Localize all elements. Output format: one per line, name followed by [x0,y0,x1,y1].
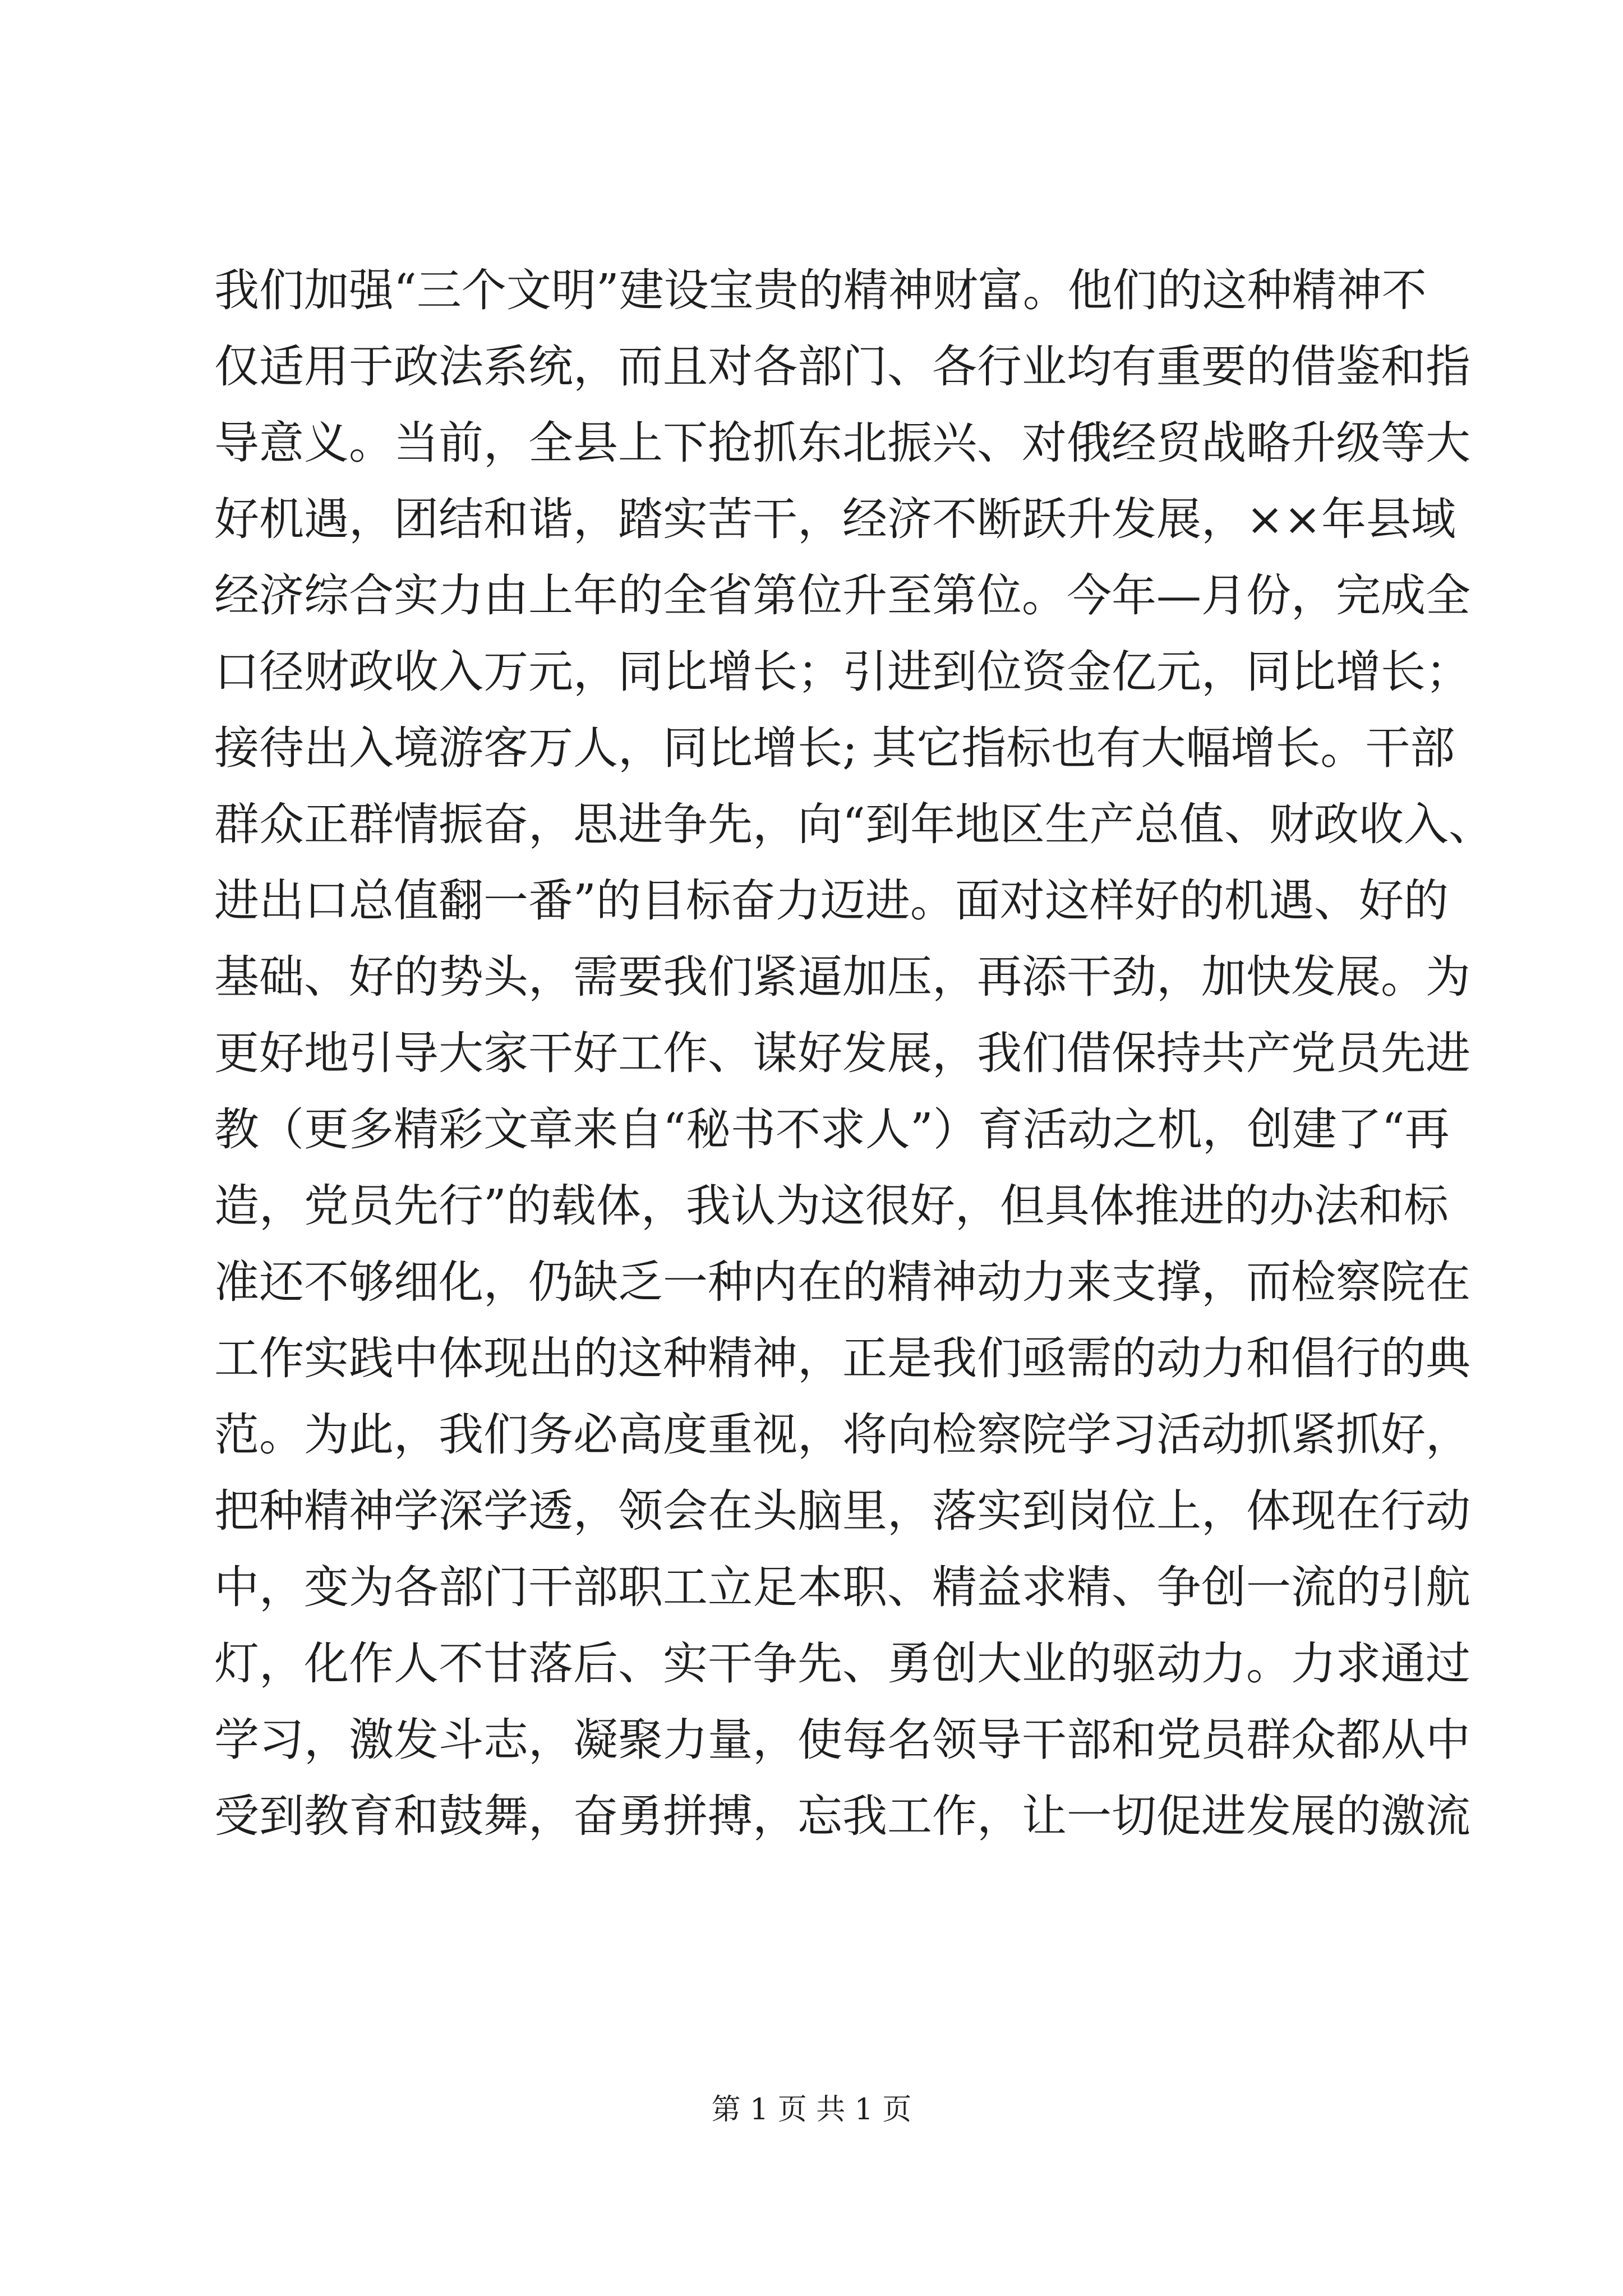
page-footer [0,2090,1623,2129]
text-line: 灯，化作人不甘落后、实干争先、勇创大业的驱动力。力求通过 [214,1637,1470,1690]
text-line: 接待出入境游客万人，同比增长; 其它指标也有大幅增长。干部 [214,722,1455,774]
text-line: 好机遇，团结和谐，踏实苦干，经济不断跃升发展，××年县域 [214,493,1456,545]
text-line: 进出口总值翻一番”的目标奋力迈进。面对这样好的机遇、好的 [214,875,1449,927]
text-line: 教（更多精彩文章来自“秘书不求人”）育活动之机，创建了“再 [214,1103,1450,1156]
text-line: 基础、好的势头，需要我们紧逼加压，再添干劲，加快发展。为 [214,951,1470,1003]
text-line: 造，党员先行”的载体，我认为这很好，但具体推进的办法和标 [214,1180,1449,1232]
text-line: 仅适用于政法系统，而且对各部门、各行业均有重要的借鉴和指 [214,341,1470,393]
page-number-label: 第 1 页 共 1 页 [711,2093,912,2127]
text-line: 经济综合实力由上年的全省第位升至第位。今年—月份，完成全 [214,569,1470,622]
text-line: 我们加强“三个文明”建设宝贵的精神财富。他们的这种精神不 [214,264,1427,316]
text-line: 范。为此，我们务必高度重视，将向检察院学习活动抓紧抓好， [214,1409,1470,1461]
text-line: 工作实践中体现出的这种精神，正是我们亟需的动力和倡行的典 [214,1332,1470,1384]
body-text [214,252,1493,1855]
text-line: 更好地引导大家干好工作、谋好发展，我们借保持共产党员先进 [214,1027,1470,1079]
text-line: 受到教育和鼓舞，奋勇拼搏，忘我工作，让一切促进发展的激流 [214,1790,1470,1842]
text-line: 导意义。当前，全县上下抢抓东北振兴、对俄经贸战略升级等大 [214,417,1470,469]
text-line: 学习，激发斗志，凝聚力量，使每名领导干部和党员群众都从中 [214,1714,1470,1766]
text-line: 把种精神学深学透，领会在头脑里，落实到岗位上，体现在行动 [214,1485,1470,1537]
text-line: 口径财政收入万元，同比增长；引进到位资金亿元，同比增长； [214,646,1470,698]
text-line: 准还不够细化，仍缺乏一种内在的精神动力来支撑，而检察院在 [214,1256,1470,1308]
text-line: 群众正群情振奋，思进争先，向“到年地区生产总值、财政收入、 [214,798,1493,850]
text-line: 中，变为各部门干部职工立足本职、精益求精、争创一流的引航 [214,1561,1470,1613]
